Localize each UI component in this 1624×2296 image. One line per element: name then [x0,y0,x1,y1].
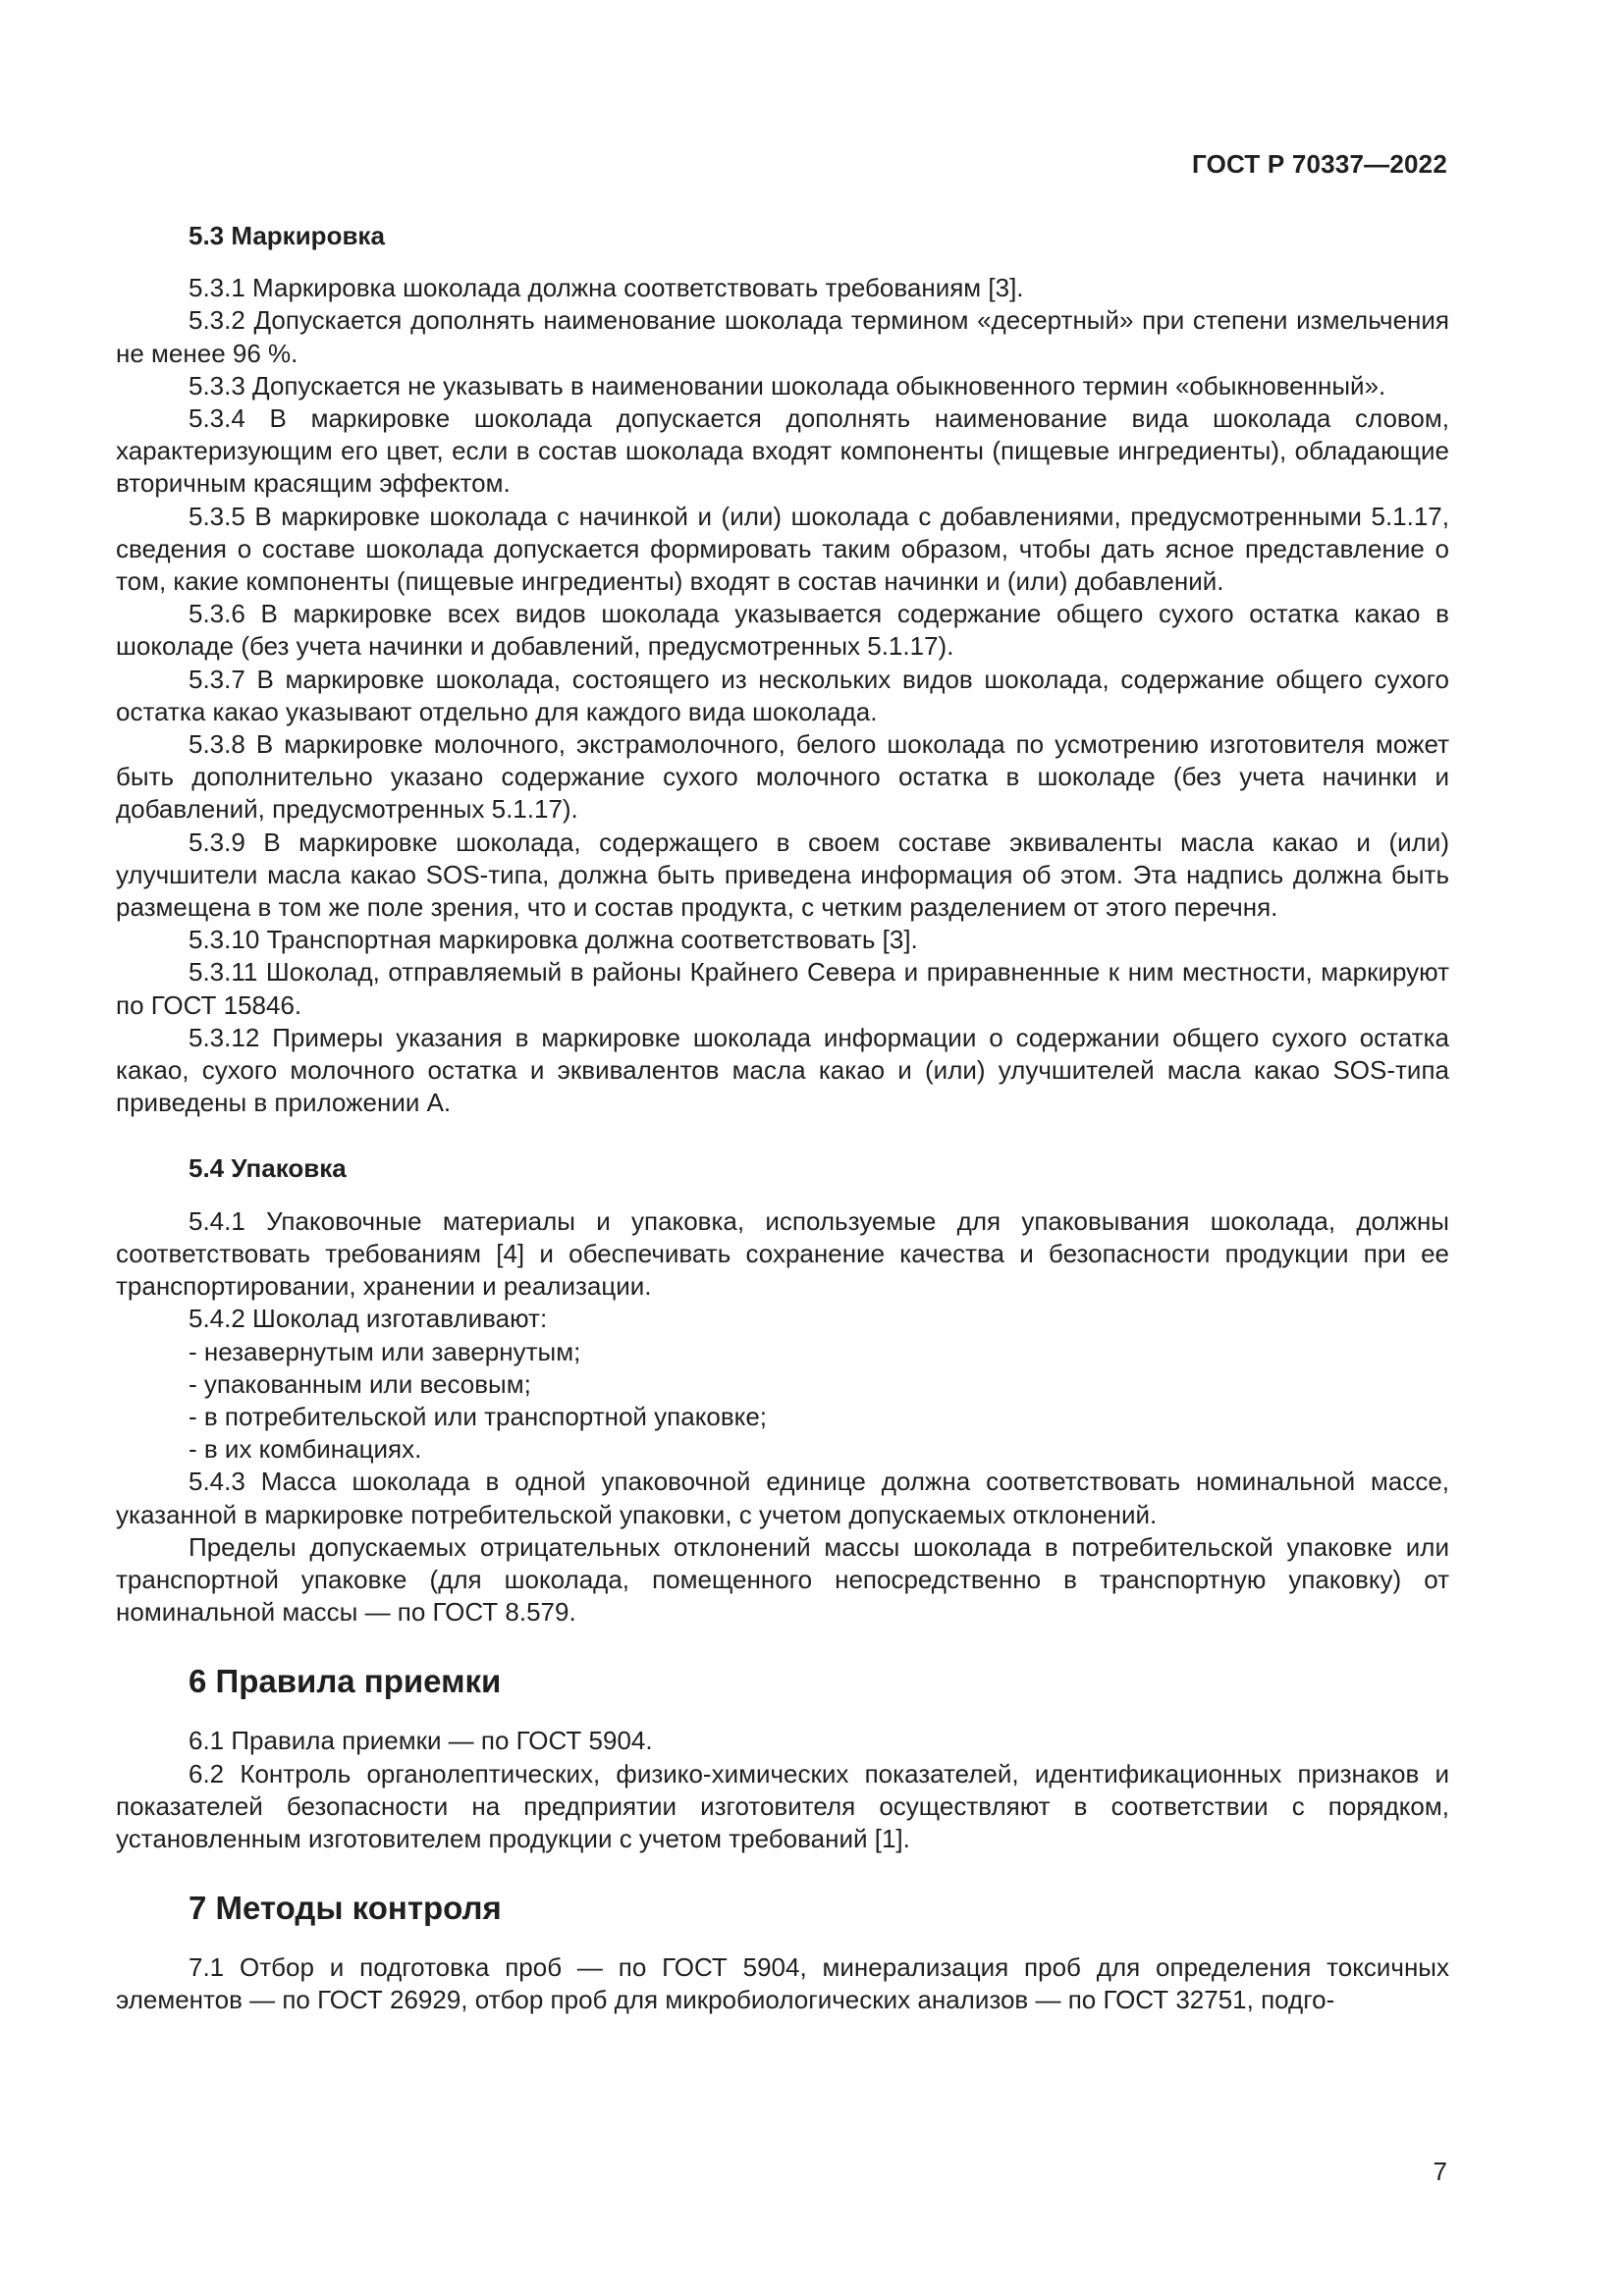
paragraph-5-3-7: 5.3.7 В маркировке шоколада, состоящего из нескольких видов шоколада, содержание общего сухого остатка какао указывают отдельно для каждого вида шоколада. [116,664,1449,726]
paragraph-5-3-9: 5.3.9 В маркировке шоколада, содержащего в своем составе эквиваленты масла какао и (или) улучшители масла какао SOS-типа, должна быть приведена информация об этом. Эта надпись должна быть размещена в том же поле зрения, что и состав продукта, с четким разделением от этого перечня. [116,827,1449,923]
paragraph-5-4-3: 5.4.3 Масса шоколада в одной упаковочной единице должна соответствовать номинальной массе, указанной в маркировке потребительской упаковки, с учетом допускаемых отклонений. [116,1467,1449,1529]
paragraph-5-4-1: 5.4.1 Упаковочные материалы и упаковка, используемые для упаковывания шоколада, должны соответствовать требованиям [4] и обеспечивать сохранение качества и безопасности продукции при ее транспортировании, хранении и реализации. [116,1205,1449,1302]
page-number: 7 [1433,2157,1447,2186]
paragraph-5-3-2: 5.3.2 Допускается дополнять наименование шоколада термином «десертный» при степени измельчения не менее 96 %. [116,305,1449,368]
list-item: - в потребительской или транспортной упаковке; [189,1401,767,1431]
paragraph-5-4-2: 5.4.2 Шоколад изготавливают: [189,1304,548,1334]
list-item: - в их комбинациях. [189,1434,422,1465]
paragraph-6-2: 6.2 Контроль органолептических, физико-химических показателей, идентификационных признаков и показателей безопасности на предприятии изготовителя осуществляют в соответствии с порядком, установленным изготовителем продукции с учетом требований [1]. [116,1758,1449,1853]
standard-header: ГОСТ Р 70337—2022 [1192,149,1447,179]
document-body [116,220,1449,2017]
paragraph-7-1: 7.1 Отбор и подготовка проб — по ГОСТ 5904, минерализация проб для определения токсичных элементов — по ГОСТ 26929, отбор проб для микробиологических анализов — по ГОСТ 32751, подго- [116,1952,1449,2015]
paragraph-6-1: 6.1 Правила приемки — по ГОСТ 5904. [189,1726,653,1756]
list-item: - упакованным или весовым; [189,1368,531,1399]
section-heading-6: 6 Правила приемки [189,1663,502,1700]
section-heading-5-3: 5.3 Маркировка [189,221,385,250]
paragraph-5-3-6: 5.3.6 В маркировке всех видов шоколада указывается содержание общего сухого остатка какао в шоколаде (без учета начинки и добавлений, предусмотренных 5.1.17). [116,599,1449,662]
paragraph-5-4-3-limits: Пределы допускаемых отрицательных отклонений массы шоколада в потребительской упаковке или транспортной упаковке (для шоколада, помещенного непосредственно в транспортную упаковку) от номинальной массы — по ГОСТ 8.579. [116,1531,1449,1628]
section-heading-7: 7 Методы контроля [189,1890,502,1927]
section-heading-5-4: 5.4 Упаковка [189,1153,347,1184]
paragraph-5-3-11: 5.3.11 Шоколад, отправляемый в районы Крайнего Севера и приравненные к ним местности, маркируют по ГОСТ 15846. [116,957,1449,1020]
paragraph-5-3-4: 5.3.4 В маркировке шоколада допускается дополнять наименование вида шоколада словом, характеризующим его цвет, если в состав шоколада входят компоненты (пищевые ингредиенты), обладающие вторичным красящим эффектом. [116,403,1449,499]
list-item: - незавернутым или завернутым; [189,1336,581,1366]
paragraph-5-3-5: 5.3.5 В маркировке шоколада с начинкой и (или) шоколада с добавлениями, предусмотренными 5.1.17, сведения о составе шоколада допускается формировать таким образом, чтобы дать ясное представление о том, какие компоненты (пищевые ингредиенты) входят в состав начинки и (или) добавлений. [116,501,1449,597]
paragraph-5-3-8: 5.3.8 В маркировке молочного, экстрамолочного, белого шоколада по усмотрению изготовителя может быть дополнительно указано содержание сухого молочного остатка в шоколаде (без учета начинки и добавлений, предусмотренных 5.1.17). [116,729,1449,825]
paragraph-5-3-1: 5.3.1 Маркировка шоколада должна соответствовать требованиям [3]. [189,273,1024,303]
paragraph-5-3-12: 5.3.12 Примеры указания в маркировке шоколада информации о содержании общего сухого остатка какао, сухого молочного остатка и эквивалентов масла какао и (или) улучшителей масла какао SOS-типа приведены в приложении А. [116,1022,1449,1118]
paragraph-5-3-3: 5.3.3 Допускается не указывать в наименовании шоколада обыкновенного термин «обыкновенный». [189,370,1386,400]
paragraph-5-3-10: 5.3.10 Транспортная маркировка должна соответствовать [3]. [189,925,918,955]
